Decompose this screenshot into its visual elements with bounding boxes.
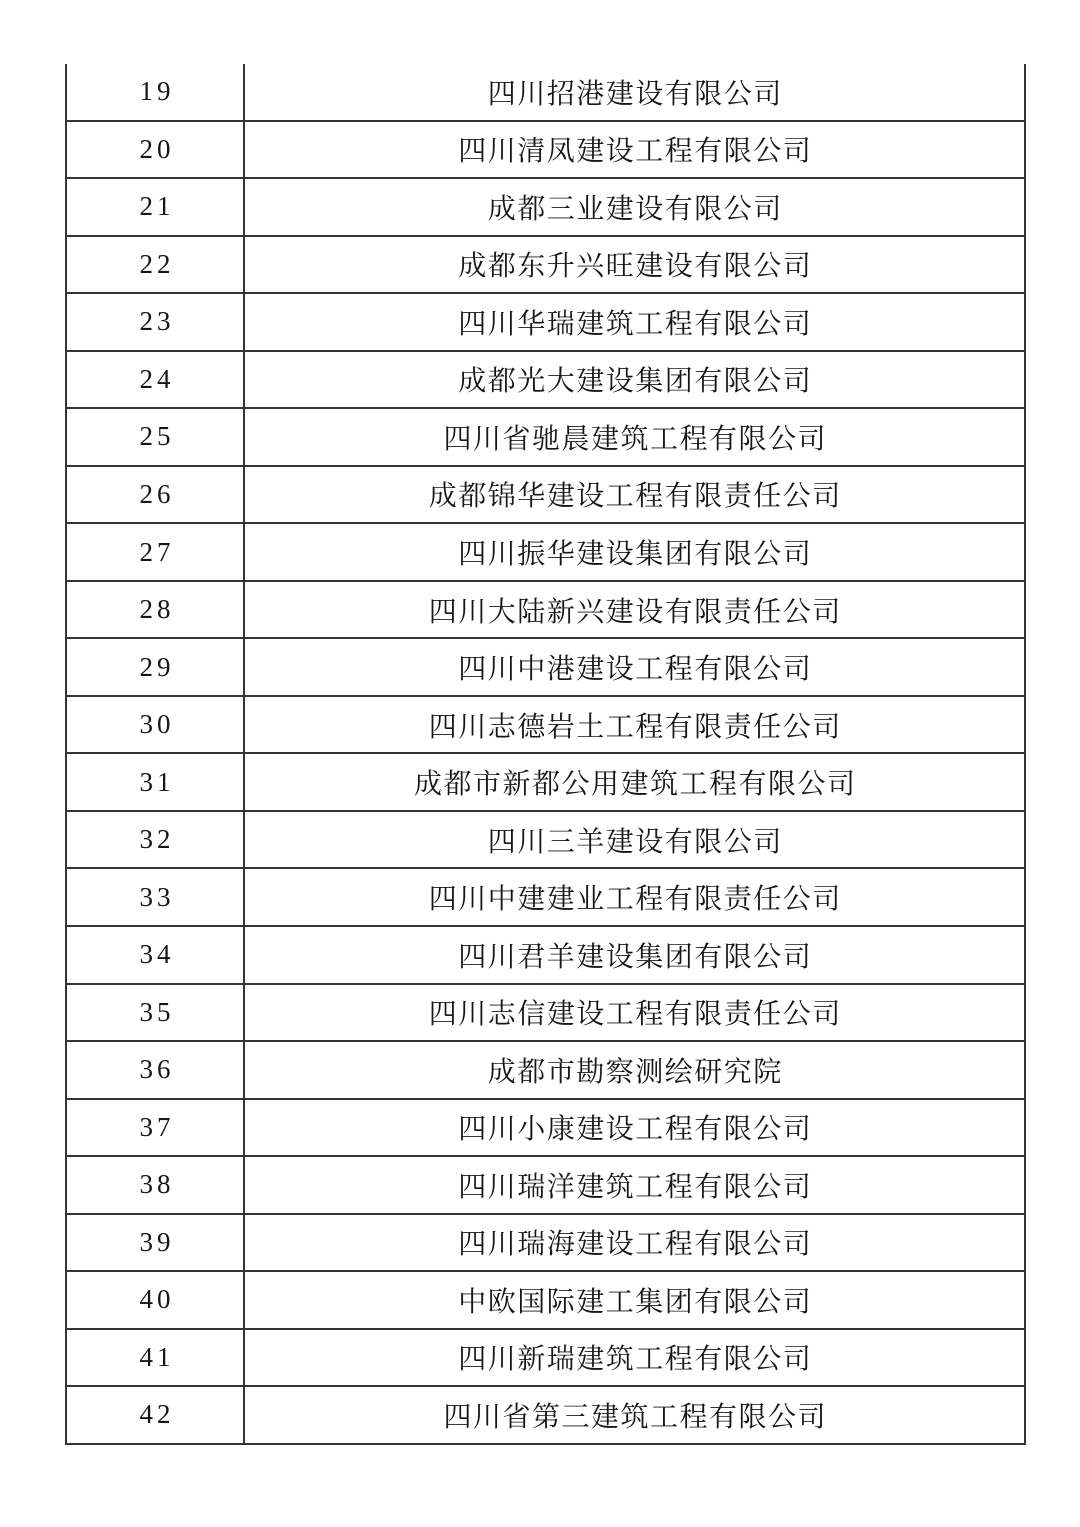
company-name-cell: 成都锦华建设工程有限责任公司 bbox=[428, 481, 842, 513]
company-name-cell: 成都光大建设集团有限公司 bbox=[458, 366, 813, 398]
table-row bbox=[67, 237, 1024, 295]
row-number-cell: 26 bbox=[67, 467, 245, 523]
company-name-cell: 四川清凤建设工程有限公司 bbox=[458, 136, 813, 168]
table-row bbox=[67, 697, 1024, 755]
company-name-cell: 四川省第三建筑工程有限公司 bbox=[443, 1401, 827, 1433]
row-number-cell: 23 bbox=[67, 294, 245, 350]
table-row bbox=[67, 1042, 1024, 1100]
company-name-cell: 四川君羊建设集团有限公司 bbox=[458, 941, 813, 973]
company-name-cell: 四川中港建设工程有限公司 bbox=[458, 654, 813, 686]
company-name-cell: 四川新瑞建筑工程有限公司 bbox=[458, 1344, 813, 1376]
table-row bbox=[67, 582, 1024, 640]
row-number-cell: 37 bbox=[67, 1100, 245, 1156]
table-row bbox=[67, 1100, 1024, 1158]
row-number-cell: 42 bbox=[67, 1387, 245, 1443]
row-number-cell: 41 bbox=[67, 1330, 245, 1386]
table-row bbox=[67, 985, 1024, 1043]
row-number-cell: 40 bbox=[67, 1272, 245, 1328]
row-number-cell: 32 bbox=[67, 812, 245, 868]
company-name-cell: 成都东升兴旺建设有限公司 bbox=[458, 251, 813, 283]
row-number-cell: 31 bbox=[67, 754, 245, 810]
table-row bbox=[67, 122, 1024, 180]
row-number-cell: 22 bbox=[67, 237, 245, 293]
company-name-cell: 四川华瑞建筑工程有限公司 bbox=[458, 308, 813, 340]
table-row bbox=[67, 352, 1024, 410]
row-number-cell: 35 bbox=[67, 985, 245, 1041]
table-row bbox=[67, 524, 1024, 582]
company-name-cell: 四川三羊建设有限公司 bbox=[487, 826, 783, 858]
row-number-cell: 34 bbox=[67, 927, 245, 983]
company-name-cell: 四川大陆新兴建设有限责任公司 bbox=[428, 596, 842, 628]
row-number-cell: 27 bbox=[67, 524, 245, 580]
row-number-cell: 39 bbox=[67, 1215, 245, 1271]
table-row bbox=[67, 1157, 1024, 1215]
company-name-cell: 成都三业建设有限公司 bbox=[487, 193, 783, 225]
row-number-cell: 21 bbox=[67, 179, 245, 235]
company-name-cell: 中欧国际建工集团有限公司 bbox=[458, 1286, 813, 1318]
company-name-cell: 成都市勘察测绘研究院 bbox=[487, 1056, 783, 1088]
table-row bbox=[67, 754, 1024, 812]
companies-table bbox=[65, 64, 1026, 1445]
row-number-cell: 29 bbox=[67, 639, 245, 695]
row-number-cell: 33 bbox=[67, 869, 245, 925]
company-name-cell: 四川中建建业工程有限责任公司 bbox=[428, 884, 842, 916]
company-name-cell: 四川瑞海建设工程有限公司 bbox=[458, 1229, 813, 1261]
table-row bbox=[67, 294, 1024, 352]
row-number-cell: 19 bbox=[67, 64, 245, 120]
table-row bbox=[67, 927, 1024, 985]
table-row bbox=[67, 1272, 1024, 1330]
company-name-cell: 成都市新都公用建筑工程有限公司 bbox=[413, 769, 857, 801]
table-row bbox=[67, 812, 1024, 870]
row-number-cell: 36 bbox=[67, 1042, 245, 1098]
table-row bbox=[67, 409, 1024, 467]
table-row bbox=[67, 869, 1024, 927]
row-number-cell: 28 bbox=[67, 582, 245, 638]
table-row bbox=[67, 467, 1024, 525]
company-name-cell: 四川瑞洋建筑工程有限公司 bbox=[458, 1171, 813, 1203]
company-name-cell: 四川小康建设工程有限公司 bbox=[458, 1114, 813, 1146]
table-row bbox=[67, 64, 1024, 122]
table-row bbox=[67, 639, 1024, 697]
company-name-cell: 四川招港建设有限公司 bbox=[487, 78, 783, 110]
row-number-cell: 20 bbox=[67, 122, 245, 178]
table-row bbox=[67, 179, 1024, 237]
table-row bbox=[67, 1215, 1024, 1273]
row-number-cell: 24 bbox=[67, 352, 245, 408]
company-name-cell: 四川振华建设集团有限公司 bbox=[458, 539, 813, 571]
row-number-cell: 25 bbox=[67, 409, 245, 465]
company-name-cell: 四川志德岩土工程有限责任公司 bbox=[428, 711, 842, 743]
company-name-cell: 四川志信建设工程有限责任公司 bbox=[428, 999, 842, 1031]
table-row bbox=[67, 1387, 1024, 1445]
table-row bbox=[67, 1330, 1024, 1388]
row-number-cell: 38 bbox=[67, 1157, 245, 1213]
company-name-cell: 四川省驰晨建筑工程有限公司 bbox=[443, 423, 827, 455]
row-number-cell: 30 bbox=[67, 697, 245, 753]
